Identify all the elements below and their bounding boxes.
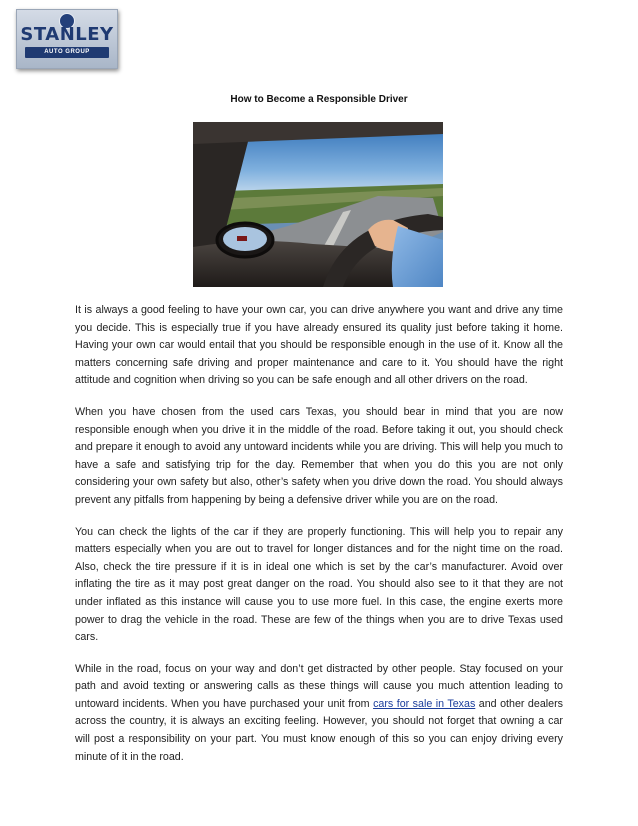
stanley-auto-group-logo <box>16 9 118 69</box>
paragraph-3: You can check the lights of the car if they are properly functioning. This will help you to repair any matters especially when you are out to travel for longer distances and for the night time on the road. Also, check the tire pressure if it is in ideal one which is set by the car’s manufacturer. Avoid over inflating the tire as it may post great danger on the road. You should also see to it that they are not under inflated as this instance will cause you to use more fuel. In this case, the engine exerts more power to drag the vehicle in the road. These are few of the things when you are to drive Texas used cars. <box>75 525 563 644</box>
paragraph-1: It is always a good feeling to have your own car, you can drive anywhere you want and drive any time you decide. This is especially true if you have already ensured its quality just before taking it home. Having your own car would entail that you should be responsible enough in the use of it. Know all the matters concerning safe driving and proper maintenance and care to it. You should have the right attitude and cognition when driving so you can be safe enough and all other drivers on the road. <box>75 304 563 387</box>
driving-scene-illustration <box>193 122 443 287</box>
logo-tagline: AUTO GROUP <box>25 47 109 58</box>
car-driving-photo <box>193 122 443 287</box>
document-title: How to Become a Responsible Driver <box>230 94 408 105</box>
article-body <box>75 302 563 780</box>
logo-wordmark: STANLEY <box>20 24 114 45</box>
paragraph-4-after: and other dealers across the country, it is always an exciting feeling. However, you should not forget that owning a car will post a responsibility on your part. You must know enough of this so you can enjoy driving every minute of it in the road. <box>75 697 563 763</box>
paragraph-2: When you have chosen from the used cars Texas, you should bear in mind that you are now responsible enough when you drive it in the middle of the road. Before taking it out, you should check and prepare it enough to avoid any untoward incidents while you are driving. This will help you much to have a safe and satisfying trip for the day. Remember that when you do this you are not only considering your own safety but also, other’s safety when you drive down the road. You should always prevent any pitfalls from happening by being a defensive driver while you are on the road. <box>75 405 563 506</box>
cars-for-sale-in-texas-link[interactable]: cars for sale in Texas <box>373 697 476 710</box>
paragraph-4-before: While in the road, focus on your way and don’t get distracted by other people. Stay focused on your path and avoid texting or answering calls as these things will cause you much attention leading to untoward incidents. When you have purchased your unit from <box>75 662 563 710</box>
paragraph-4 <box>75 661 563 767</box>
